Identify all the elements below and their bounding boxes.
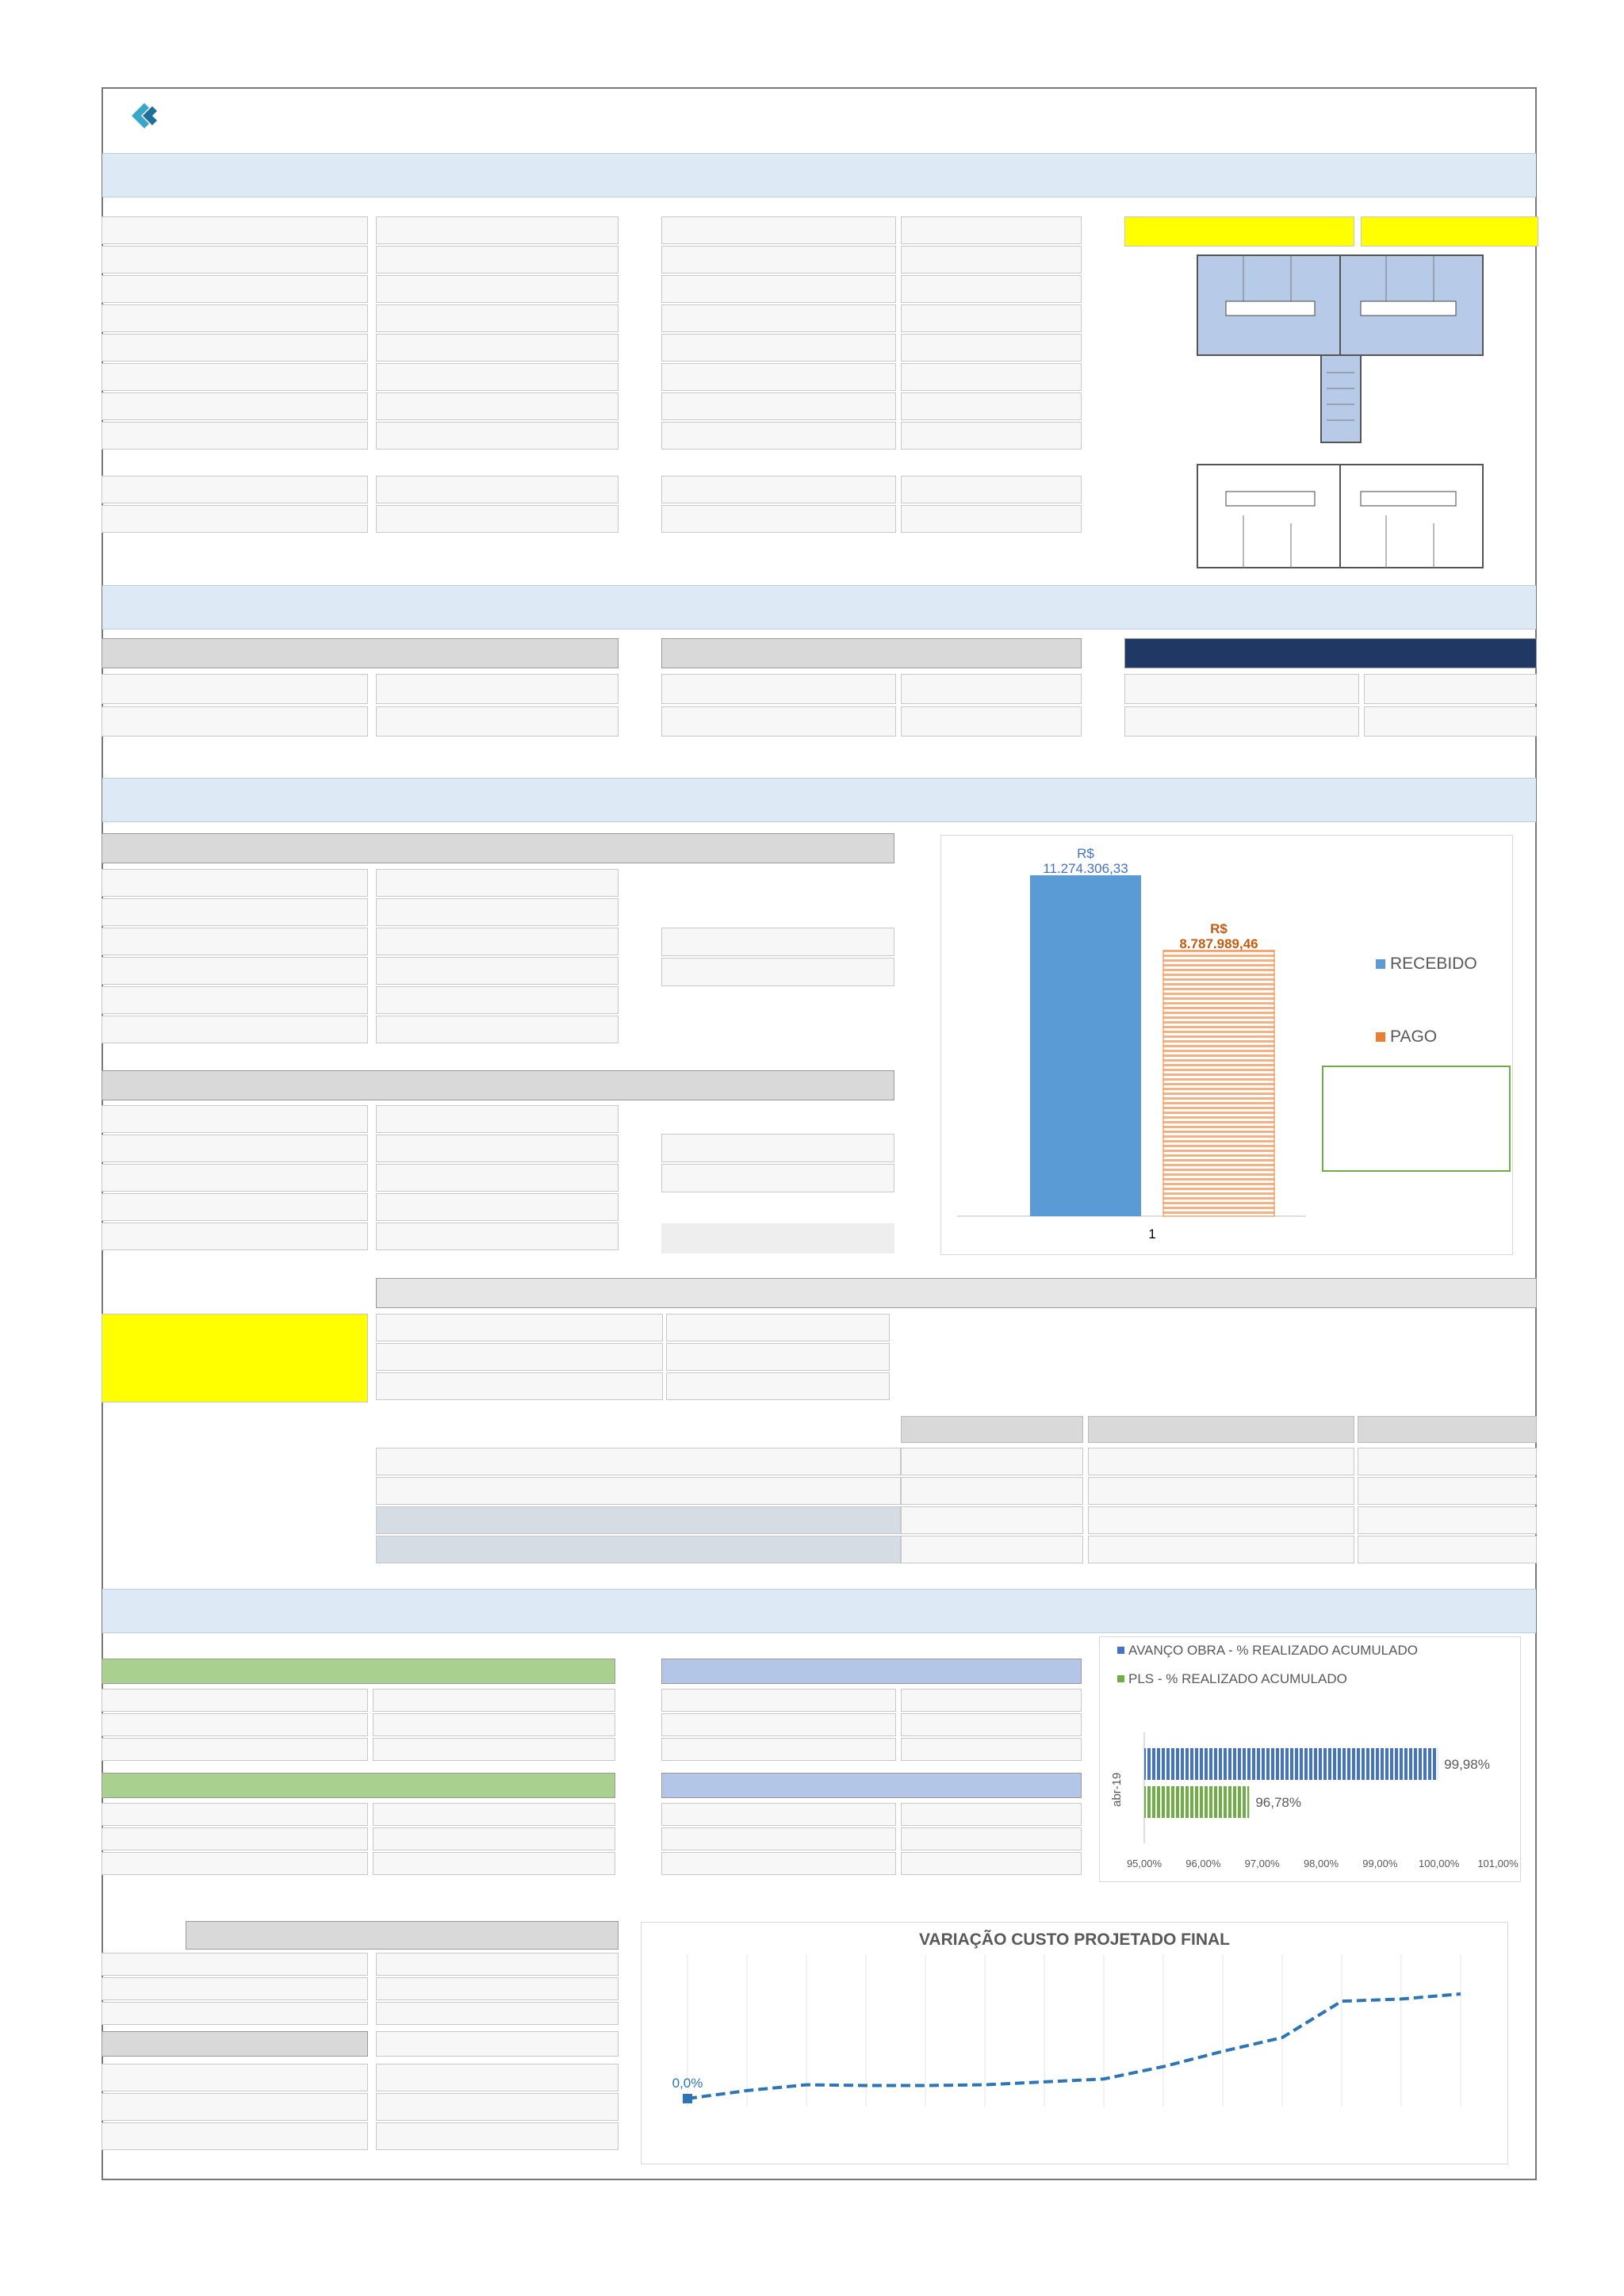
forecast-cell [1358,1536,1537,1563]
x-tick-label: 101,00% [1477,1858,1519,1869]
info-value [376,246,619,274]
receita-label [102,928,368,955]
bar-chart-svg [941,836,1512,1254]
info-label [661,334,896,362]
receita-value [376,1016,619,1043]
caixa-label [376,1372,663,1400]
x-tick-label: 97,00% [1244,1858,1280,1869]
legend-label: RECEBIDO [1390,955,1477,973]
report-subtitle [102,153,1536,197]
caixa-value [666,1314,890,1341]
info-label [102,246,368,274]
hbar-label: 99,98% [1444,1757,1490,1772]
info-label [661,392,896,420]
info-value [901,216,1082,244]
forecast-month [901,1416,1083,1443]
pls-value [901,1852,1082,1875]
pls-block-header [661,1659,1082,1684]
pls-label [661,1852,896,1875]
forecast-cell [1358,1477,1537,1505]
pls-value [373,1803,615,1826]
info-label [102,363,368,391]
despesa-label [102,1135,368,1162]
receita-label [102,869,368,897]
pls-label [661,1738,896,1761]
hbar-0 [1144,1748,1438,1780]
custo-value [376,1977,619,2000]
info-value [376,392,619,420]
pls-value [901,1803,1082,1826]
custo-extra-label [102,2064,368,2091]
value-label [661,505,896,533]
receita-value [376,898,619,926]
receita-label [102,1016,368,1043]
pls-label [661,1827,896,1850]
x-tick-label: 98,00% [1303,1858,1339,1869]
avanco-chart [1099,1636,1521,1882]
despesas-empty-cell [661,1223,894,1253]
projetado-pct-label [1124,706,1359,737]
info-value [376,334,619,362]
mes-analise-value [1361,216,1538,247]
info-label [102,422,368,450]
mes-analise-label [1124,216,1354,247]
info-label [661,363,896,391]
page-title [102,94,1536,141]
people-value [376,476,619,503]
socios-header [102,638,619,668]
legend-label: AVANÇO OBRA - % REALIZADO ACUMULADO [1128,1643,1418,1658]
viabilidade-title [102,585,1536,629]
pls-value [901,1827,1082,1850]
bar-label-currency: R$ [1077,846,1094,861]
floor-plan [1196,254,1521,571]
socio-pct [376,706,619,737]
pls-value [373,1827,615,1850]
resultado-viabilidade-header [661,638,1082,668]
caixa-value [666,1372,890,1400]
pls-block-header [102,1659,615,1684]
projetado-pct-value [1364,706,1537,737]
receita-label [102,986,368,1014]
x-tick-label: 100,00% [1419,1858,1460,1869]
pls-label [102,1803,368,1826]
value-amount [901,505,1082,533]
custo-extra-label [102,2093,368,2121]
custo-value [376,1953,619,1976]
bar-label-value: 8.787.989,46 [1179,936,1258,951]
info-value [901,246,1082,274]
info-value [901,422,1082,450]
info-value [376,216,619,244]
info-label [102,304,368,332]
pls-value [373,1713,615,1736]
data-label: 0,0% [672,2076,703,2091]
people-label [102,505,368,533]
resultado-rs-label [661,674,896,704]
pls-value [901,1689,1082,1712]
pls-value [901,1713,1082,1736]
forecast-cell [901,1477,1083,1505]
legend-swatch [1376,1032,1385,1042]
info-label [102,216,368,244]
projetado-rs-value [1364,674,1537,704]
receita-value [376,869,619,897]
despesa-value [376,1164,619,1192]
pls-label [102,1852,368,1875]
info-label [102,334,368,362]
info-value [376,275,619,303]
people-label [102,476,368,503]
forecast-row-label [376,1477,901,1505]
legend-swatch [1376,959,1385,969]
forecast-cell [901,1536,1083,1563]
despesa-label [102,1164,368,1192]
despesa-value [376,1105,619,1133]
info-label [661,246,896,274]
forecast-row-label [376,1536,901,1563]
forecast-cell [1358,1448,1537,1475]
despesa-value [376,1193,619,1221]
hbar-1 [1144,1786,1249,1818]
forecast-month [1088,1416,1354,1443]
despesa-label [102,1223,368,1250]
chart-note [1322,1066,1511,1172]
custo-label [102,1977,368,2000]
receita-label [102,957,368,985]
pls-label [661,1713,896,1736]
despesa-value [376,1223,619,1250]
socio-name [102,706,368,737]
forecast-row-label [376,1506,901,1534]
pls-footnote [105,1882,818,1904]
pls-value [373,1689,615,1712]
info-label [661,304,896,332]
despesa-value [376,1135,619,1162]
info-value [901,392,1082,420]
bar-pago [1163,951,1274,1216]
fluxo-title [102,778,1536,822]
info-label [102,392,368,420]
bar-recebido [1030,875,1141,1216]
value-label [661,476,896,503]
recebido-pago-chart [940,835,1513,1255]
info-value [901,304,1082,332]
receita-value [376,986,619,1014]
hbar-label: 96,78% [1255,1795,1301,1810]
forecast-cell [1088,1536,1354,1563]
forecast-cell [1088,1506,1354,1534]
forecast-cell [1088,1477,1354,1505]
custo-extra-value [376,2064,619,2091]
socio-pct [376,674,619,704]
series-line [688,1994,1461,2099]
resultado-pct-value [901,706,1082,737]
data-point [683,2094,692,2103]
forecast-cell [901,1448,1083,1475]
previsibilidade-mes [102,1314,368,1402]
pago-acum-note [661,1164,894,1192]
x-tick-label: 95,00% [1126,1858,1162,1869]
pls-label [102,1713,368,1736]
financeiro-projetado-value [376,2031,619,2057]
caixa-label [376,1343,663,1371]
pls-block-header [661,1773,1082,1798]
pls-label [102,1689,368,1712]
caixa-value [666,1343,890,1371]
variacao-chart [641,1922,1508,2164]
medido-acum-note [661,958,894,986]
info-value [376,363,619,391]
info-label [661,216,896,244]
info-value [376,304,619,332]
legend-label: PAGO [1390,1027,1438,1046]
value-amount [901,476,1082,503]
legend-swatch [1117,1647,1124,1654]
despesa-label [102,1193,368,1221]
forecast-row-label [376,1448,901,1475]
projetado-rs-label [1124,674,1359,704]
y-tick-label: abr-19 [1110,1772,1124,1807]
forecast-cell [1088,1448,1354,1475]
legend-swatch [1117,1675,1124,1682]
info-label [102,275,368,303]
info-value [901,334,1082,362]
info-value [376,422,619,450]
info-value [901,275,1082,303]
resultado-rs-value [901,674,1082,704]
x-tick-label: 99,00% [1362,1858,1398,1869]
custo-label [102,1953,368,1976]
pls-value [373,1852,615,1875]
bar-label-currency: R$ [1210,920,1228,936]
receita-label [102,898,368,926]
custo-header [186,1921,619,1950]
previsibilidade-header [376,1278,1537,1308]
resultado-projetado-header [1124,638,1537,668]
info-label [661,275,896,303]
caixa-label [376,1314,663,1341]
pls-block-header [102,1773,615,1798]
pls-value [373,1738,615,1761]
custo-extra-value [376,2122,619,2150]
despesas-header [102,1070,894,1100]
receita-value [376,957,619,985]
pls-value [901,1738,1082,1761]
info-label [661,422,896,450]
forecast-cell [901,1506,1083,1534]
medido-mes-note [661,928,894,956]
receita-value [376,928,619,955]
custo-value [376,2002,619,2025]
receita-header [102,833,894,863]
pls-title [102,1589,1536,1633]
line-chart-svg [642,1923,1507,2164]
pls-label [102,1827,368,1850]
financeiro-projetado-label [102,2031,368,2057]
chart-title: VARIAÇÃO CUSTO PROJETADO FINAL [918,1931,1231,1949]
x-tick-label: 1 [1148,1226,1156,1242]
despesa-label [102,1105,368,1133]
legend-label: PLS - % REALIZADO ACUMULADO [1128,1671,1347,1686]
forecast-cell [1358,1506,1537,1534]
pls-label [102,1738,368,1761]
custo-extra-value [376,2093,619,2121]
custo-label [102,2002,368,2025]
people-value [376,505,619,533]
bar-label-value: 11.274.306,33 [1043,861,1128,876]
resultado-pct-label [661,706,896,737]
pls-label [661,1803,896,1826]
info-value [901,363,1082,391]
socio-name [102,674,368,704]
forecast-month [1358,1416,1537,1443]
hbar-chart-svg [1100,1637,1520,1881]
pls-label [661,1689,896,1712]
x-tick-label: 96,00% [1185,1858,1221,1869]
pago-mes-note [661,1134,894,1162]
page-number [1475,2210,1570,2233]
custo-extra-label [102,2122,368,2150]
